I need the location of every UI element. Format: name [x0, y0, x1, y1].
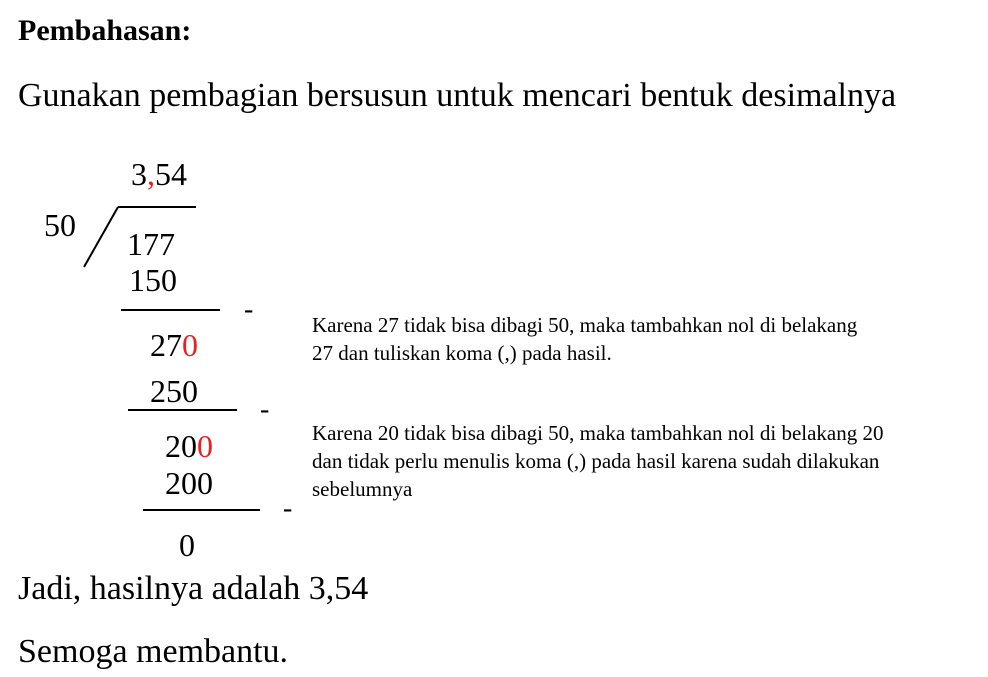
- quotient-comma: ,: [147, 156, 155, 192]
- step1-added-zero: 0: [182, 327, 198, 363]
- step3-line: [143, 509, 260, 511]
- step2-line: [128, 409, 237, 411]
- step2-added-zero: 0: [197, 428, 213, 464]
- conclusion-text: Jadi, hasilnya adalah 3,54: [18, 570, 369, 607]
- step2-remainder-digits: 20: [165, 428, 197, 464]
- closing-text: Semoga membantu.: [18, 633, 289, 670]
- divisor: 50: [44, 207, 76, 243]
- intro-text: Gunakan pembagian bersusun untuk mencari bentuk desimalnya: [18, 77, 897, 114]
- section-heading: Pembahasan:: [18, 14, 192, 47]
- step1-subtract: 150: [129, 262, 177, 298]
- step1-minus: -: [244, 294, 254, 325]
- step2-subtract: 250: [150, 373, 198, 409]
- quotient-decimal: 54: [155, 156, 187, 192]
- bracket-slash: [84, 207, 118, 267]
- step3-minus: -: [283, 493, 293, 524]
- dividend: 177: [127, 226, 175, 262]
- quotient-integer: 3: [131, 156, 147, 192]
- step2-remainder: [165, 430, 213, 462]
- step1-line: [121, 309, 220, 311]
- note-step2: Karena 20 tidak bisa dibagi 50, maka tambahkan nol di belakang 20 dan tidak perlu menulis koma (,) pada hasil karena sudah dilakukan sebelumnya: [312, 421, 884, 501]
- step3-subtract: 200: [165, 465, 213, 501]
- step1-remainder-digits: 27: [150, 327, 182, 363]
- step1-remainder: [150, 329, 198, 361]
- note-step1: Karena 27 tidak bisa dibagi 50, maka tambahkan nol di belakang 27 dan tuliskan koma (,) pada hasil.: [312, 313, 858, 365]
- step2-minus: -: [260, 394, 270, 425]
- final-remainder: 0: [179, 527, 195, 563]
